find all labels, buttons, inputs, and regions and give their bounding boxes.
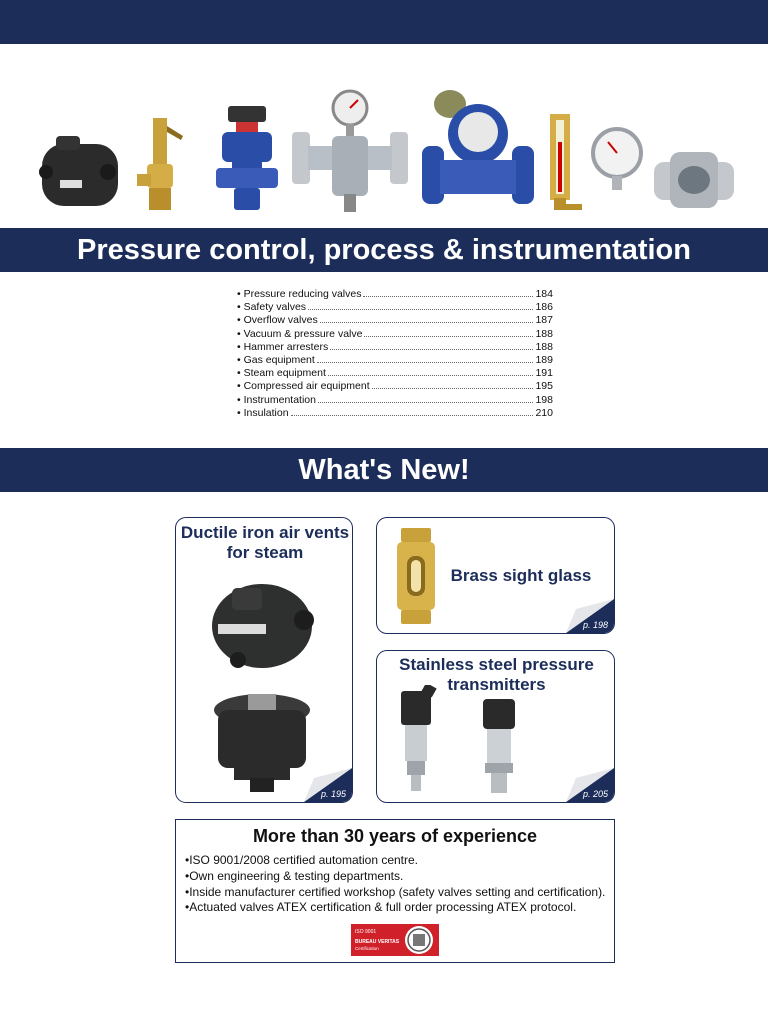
transmitter-cable-icon — [397, 685, 441, 795]
card-transmitters-title: Stainless steel pressure transmitters — [399, 655, 594, 694]
toc-leader-dots — [372, 388, 534, 389]
thermometer-icon — [544, 112, 584, 216]
toc-page-number: 191 — [535, 367, 553, 380]
svg-text:Certification: Certification — [355, 946, 379, 951]
toc-leader-dots — [364, 336, 533, 337]
whats-new-title: What's New! — [0, 448, 768, 492]
safety-valve-icon — [135, 116, 187, 214]
toc-row[interactable] — [237, 367, 553, 380]
toc-leader-dots — [318, 402, 534, 403]
transmitter-connector-icon — [481, 697, 517, 797]
air-vent-round-icon — [208, 578, 316, 676]
toc-row[interactable] — [237, 407, 553, 420]
pressure-gauge-icon — [590, 126, 644, 192]
toc-page-number: 187 — [535, 314, 553, 327]
toc-label: • Safety valves — [237, 301, 307, 314]
toc-label: • Overflow valves — [237, 314, 318, 327]
experience-box — [175, 819, 615, 963]
toc-leader-dots — [363, 296, 533, 297]
svg-text:BUREAU VERITAS: BUREAU VERITAS — [355, 939, 400, 945]
card-sight-glass-title: Brass sight glass — [450, 566, 592, 585]
brass-sight-glass-icon — [395, 526, 437, 626]
list-item: • ISO 9001/2008 certified automation centre. — [185, 853, 605, 869]
toc-leader-dots — [328, 375, 534, 376]
bureau-veritas-certification-logo — [351, 924, 439, 956]
table-of-contents — [237, 288, 553, 420]
list-item: • Actuated valves ATEX certification & full order processing ATEX protocol. — [185, 900, 605, 916]
card-transmitters[interactable] — [376, 650, 615, 803]
toc-label: • Pressure reducing valves — [237, 288, 362, 300]
toc-row[interactable] — [237, 341, 553, 354]
flanged-regulator-icon — [292, 88, 408, 216]
card-sight-glass[interactable] — [376, 517, 615, 634]
toc-label: • Compressed air equipment — [237, 380, 370, 393]
toc-page-number: 198 — [535, 393, 553, 406]
toc-leader-dots — [320, 322, 534, 323]
sight-glass-icon — [650, 148, 738, 214]
top-header-bar — [0, 0, 768, 44]
toc-leader-dots — [317, 362, 534, 363]
toc-leader-dots — [308, 309, 533, 310]
toc-label: • Instrumentation — [237, 393, 316, 406]
toc-label: • Hammer arresters — [237, 340, 329, 353]
air-vent-bell-icon — [212, 690, 312, 794]
toc-row[interactable] — [237, 394, 553, 407]
card-air-vents-page: p. 195 — [320, 789, 346, 799]
card-sight-glass-page: p. 198 — [582, 620, 608, 630]
toc-page-number: 189 — [535, 354, 553, 367]
section-title: Pressure control, process & instrumentation — [0, 228, 768, 272]
svg-text:ISO 9001: ISO 9001 — [355, 929, 377, 935]
water-meter-icon — [420, 86, 536, 218]
toc-page-number: 210 — [535, 406, 553, 419]
toc-label: • Insulation — [237, 406, 289, 419]
list-item: • Inside manufacturer certified workshop (safety valves setting and certification). — [185, 885, 605, 901]
toc-page-number: 184 — [535, 288, 553, 300]
toc-page-number: 195 — [535, 380, 553, 393]
pressure-reducing-valve-icon — [214, 104, 280, 214]
toc-row[interactable] — [237, 354, 553, 367]
toc-row[interactable] — [237, 314, 553, 327]
toc-label: • Steam equipment — [237, 367, 326, 380]
card-air-vents-title: Ductile iron air vents for steam — [180, 523, 350, 562]
card-air-vents[interactable] — [175, 517, 353, 803]
toc-leader-dots — [291, 415, 534, 416]
toc-page-number: 188 — [535, 340, 553, 353]
toc-label: • Gas equipment — [237, 354, 315, 367]
card-transmitters-page: p. 205 — [582, 789, 608, 799]
toc-page-number: 188 — [535, 327, 553, 340]
toc-label: • Vacuum & pressure valve — [237, 327, 363, 340]
experience-title: More than 30 years of experience — [252, 826, 538, 846]
toc-row[interactable] — [237, 301, 553, 314]
experience-list — [185, 853, 605, 916]
list-item: • Own engineering & testing departments. — [185, 869, 605, 885]
toc-row[interactable] — [237, 288, 553, 301]
toc-leader-dots — [330, 349, 533, 350]
toc-page-number: 186 — [535, 301, 553, 314]
product-photo-strip — [30, 82, 740, 222]
float-trap-icon — [38, 134, 124, 214]
toc-row[interactable] — [237, 380, 553, 393]
toc-row[interactable] — [237, 328, 553, 341]
